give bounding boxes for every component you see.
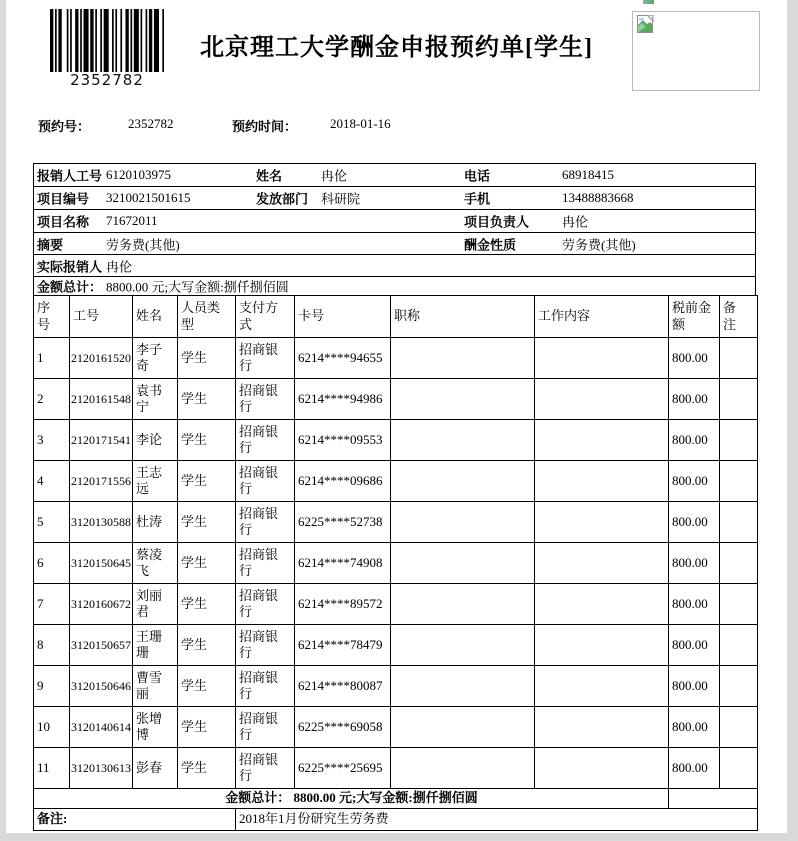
- col-pretax: 税前金额: [669, 296, 720, 338]
- table-cell: 3: [34, 420, 70, 461]
- col-paymethod: 支付方式: [236, 296, 295, 338]
- table-cell: 6: [34, 543, 70, 584]
- col-work: 工作内容: [535, 296, 669, 338]
- col-seq: 序号: [34, 296, 70, 338]
- info-row: [34, 255, 755, 277]
- claimant-id-value: 6120103975: [106, 167, 171, 182]
- reservation-time-label: 预约时间：: [232, 119, 298, 134]
- page-title: 北京理工大学酬金申报预约单[学生]: [200, 35, 593, 61]
- table-cell: 10: [34, 707, 70, 748]
- mobile-value: 13488883668: [562, 190, 634, 205]
- table-cell: [720, 707, 758, 748]
- table-cell: [391, 461, 535, 502]
- table-cell: [720, 666, 758, 707]
- table-cell: 6225****69058: [295, 707, 391, 748]
- table-row: [34, 584, 758, 625]
- table-cell: 800.00: [669, 584, 720, 625]
- claim-info-block: [33, 163, 756, 296]
- table-cell: [391, 748, 535, 789]
- table-cell: [720, 543, 758, 584]
- table-cell: [391, 338, 535, 379]
- table-cell: 1: [34, 338, 70, 379]
- table-row: [34, 379, 758, 420]
- table-cell: 学生: [178, 338, 236, 379]
- phone-value: 68918415: [562, 167, 614, 182]
- table-cell: 2120161520: [70, 338, 133, 379]
- table-cell: 张增博: [133, 707, 178, 748]
- table-cell: [720, 461, 758, 502]
- table-cell: [535, 625, 669, 666]
- document-page: [6, 0, 787, 833]
- table-cell: 3120160672: [70, 584, 133, 625]
- table-cell: [535, 338, 669, 379]
- table-row: [34, 543, 758, 584]
- total-empty-cell: [669, 789, 758, 809]
- table-row: [34, 461, 758, 502]
- table-cell: 招商银行: [236, 379, 295, 420]
- table-cell: 招商银行: [236, 502, 295, 543]
- table-cell: [720, 379, 758, 420]
- table-cell: 6214****80087: [295, 666, 391, 707]
- total-row: [34, 789, 758, 809]
- table-cell: [720, 502, 758, 543]
- info-row: [34, 210, 755, 233]
- table-cell: 招商银行: [236, 625, 295, 666]
- reservation-line: [6, 116, 787, 134]
- table-cell: 2120171556: [70, 461, 133, 502]
- claimant-id-label: 报销人工号: [37, 168, 103, 184]
- table-cell: [391, 543, 535, 584]
- table-cell: 招商银行: [236, 707, 295, 748]
- phone-label: 电话: [464, 168, 491, 184]
- table-cell: 800.00: [669, 707, 720, 748]
- table-cell: 9: [34, 666, 70, 707]
- table-cell: 6214****94655: [295, 338, 391, 379]
- info-row: [34, 277, 755, 295]
- table-cell: 800.00: [669, 379, 720, 420]
- table-cell: 招商银行: [236, 461, 295, 502]
- table-cell: 3120130613: [70, 748, 133, 789]
- table-cell: 800.00: [669, 625, 720, 666]
- table-cell: 6214****89572: [295, 584, 391, 625]
- table-cell: [720, 625, 758, 666]
- table-cell: 6225****25695: [295, 748, 391, 789]
- table-row: [34, 625, 758, 666]
- table-cell: [535, 666, 669, 707]
- table-cell: 6214****09686: [295, 461, 391, 502]
- table-cell: 11: [34, 748, 70, 789]
- table-cell: 招商银行: [236, 584, 295, 625]
- reservation-time-value: 2018-01-16: [330, 116, 391, 131]
- table-cell: 2: [34, 379, 70, 420]
- table-cell: 王志远: [133, 461, 178, 502]
- table-cell: 6214****78479: [295, 625, 391, 666]
- remark-label: 备注:: [34, 809, 236, 831]
- table-cell: [535, 502, 669, 543]
- actual-claimant-label: 实际报销人: [37, 259, 103, 274]
- table-cell: 4: [34, 461, 70, 502]
- table-cell: 蔡凌飞: [133, 543, 178, 584]
- pay-type-label: 酬金性质: [464, 237, 517, 252]
- table-cell: 6214****74908: [295, 543, 391, 584]
- project-name-value: 71672011: [106, 213, 158, 228]
- table-cell: 曹雪丽: [133, 666, 178, 707]
- table-cell: [391, 379, 535, 420]
- project-name-label: 项目名称: [37, 214, 90, 230]
- table-row: [34, 420, 758, 461]
- table-cell: 学生: [178, 379, 236, 420]
- table-cell: 3120140614: [70, 707, 133, 748]
- name-value: 冉伦: [321, 168, 348, 184]
- table-cell: 招商银行: [236, 543, 295, 584]
- table-cell: [535, 461, 669, 502]
- table-cell: 800.00: [669, 543, 720, 584]
- project-no-value: 3210021501615: [106, 190, 191, 205]
- table-cell: 6225****52738: [295, 502, 391, 543]
- info-row: [34, 164, 755, 187]
- table-cell: [720, 420, 758, 461]
- table-cell: [391, 666, 535, 707]
- payroll-table: [33, 295, 758, 831]
- table-cell: 3120130588: [70, 502, 133, 543]
- broken-image-icon: [637, 15, 656, 33]
- table-cell: [535, 543, 669, 584]
- table-cell: 学生: [178, 584, 236, 625]
- table-cell: [720, 748, 758, 789]
- table-row: [34, 502, 758, 543]
- table-cell: 2120161548: [70, 379, 133, 420]
- table-cell: 2120171541: [70, 420, 133, 461]
- table-cell: 6214****94986: [295, 379, 391, 420]
- table-cell: [391, 625, 535, 666]
- table-cell: 李子奇: [133, 338, 178, 379]
- table-cell: 李论: [133, 420, 178, 461]
- info-row: [34, 187, 755, 210]
- table-cell: 学生: [178, 666, 236, 707]
- table-cell: [535, 379, 669, 420]
- col-type: 人员类型: [178, 296, 236, 338]
- table-cell: 6214****09553: [295, 420, 391, 461]
- col-card: 卡号: [295, 296, 391, 338]
- table-cell: 彭春: [133, 748, 178, 789]
- table-cell: 800.00: [669, 502, 720, 543]
- table-cell: 3120150657: [70, 625, 133, 666]
- reservation-no-label: 预约号：: [38, 119, 91, 134]
- table-header-row: [34, 296, 758, 338]
- table-cell: 学生: [178, 502, 236, 543]
- col-worker-id: 工号: [70, 296, 133, 338]
- table-cell: 5: [34, 502, 70, 543]
- summary-label: 摘要: [37, 237, 64, 252]
- table-row: [34, 748, 758, 789]
- table-cell: 刘丽君: [133, 584, 178, 625]
- table-cell: 王珊珊: [133, 625, 178, 666]
- info-row: [34, 233, 755, 255]
- table-cell: 招商银行: [236, 420, 295, 461]
- table-cell: 3120150646: [70, 666, 133, 707]
- total-amount-label: 金额总计：: [37, 279, 103, 295]
- barcode-number: 2352782: [70, 71, 144, 89]
- table-cell: 杜涛: [133, 502, 178, 543]
- table-cell: [720, 338, 758, 379]
- pay-type-value: 劳务费(其他): [562, 237, 636, 252]
- col-title: 职称: [391, 296, 535, 338]
- table-cell: 800.00: [669, 420, 720, 461]
- table-cell: 学生: [178, 420, 236, 461]
- table-cell: 学生: [178, 748, 236, 789]
- department-label: 发放部门: [256, 191, 309, 207]
- table-cell: 学生: [178, 543, 236, 584]
- project-lead-label: 项目负责人: [464, 214, 530, 230]
- total-amount-cell: 金额总计： 8800.00 元;大写金额:捌仟捌佰圆: [34, 789, 669, 809]
- table-cell: 招商银行: [236, 666, 295, 707]
- table-cell: [391, 707, 535, 748]
- table-cell: 招商银行: [236, 748, 295, 789]
- name-label: 姓名: [256, 168, 283, 184]
- payroll-table-body: [34, 338, 758, 789]
- table-cell: 学生: [178, 461, 236, 502]
- col-name: 姓名: [133, 296, 178, 338]
- project-no-label: 项目编号: [37, 191, 90, 207]
- department-value: 科研院: [321, 191, 361, 207]
- table-cell: 800.00: [669, 666, 720, 707]
- image-placeholder-box: [632, 11, 760, 91]
- actual-claimant-value: 冉伦: [106, 259, 133, 274]
- table-cell: 8: [34, 625, 70, 666]
- table-cell: 800.00: [669, 461, 720, 502]
- table-cell: [720, 584, 758, 625]
- table-cell: 800.00: [669, 338, 720, 379]
- table-cell: [535, 707, 669, 748]
- mobile-label: 手机: [464, 191, 491, 207]
- table-row: [34, 707, 758, 748]
- summary-value: 劳务费(其他): [106, 237, 180, 252]
- table-cell: 袁书宁: [133, 379, 178, 420]
- table-cell: 学生: [178, 625, 236, 666]
- table-row: [34, 666, 758, 707]
- table-cell: [391, 502, 535, 543]
- table-cell: [535, 420, 669, 461]
- total-amount-value: 8800.00 元;大写金额:捌仟捌佰圆: [106, 279, 289, 295]
- table-cell: 学生: [178, 707, 236, 748]
- table-cell: 7: [34, 584, 70, 625]
- remark-row: [34, 809, 758, 831]
- col-remark: 备注: [720, 296, 758, 338]
- broken-image-fragment: [643, 0, 654, 4]
- table-cell: [535, 748, 669, 789]
- table-cell: [391, 584, 535, 625]
- table-cell: [535, 584, 669, 625]
- table-cell: 800.00: [669, 748, 720, 789]
- remark-value: 2018年1月份研究生劳务费: [236, 809, 758, 831]
- project-lead-value: 冉伦: [562, 214, 589, 230]
- reservation-no-value: 2352782: [128, 116, 174, 131]
- table-row: [34, 338, 758, 379]
- table-cell: 招商银行: [236, 338, 295, 379]
- table-cell: 3120150645: [70, 543, 133, 584]
- table-cell: [391, 420, 535, 461]
